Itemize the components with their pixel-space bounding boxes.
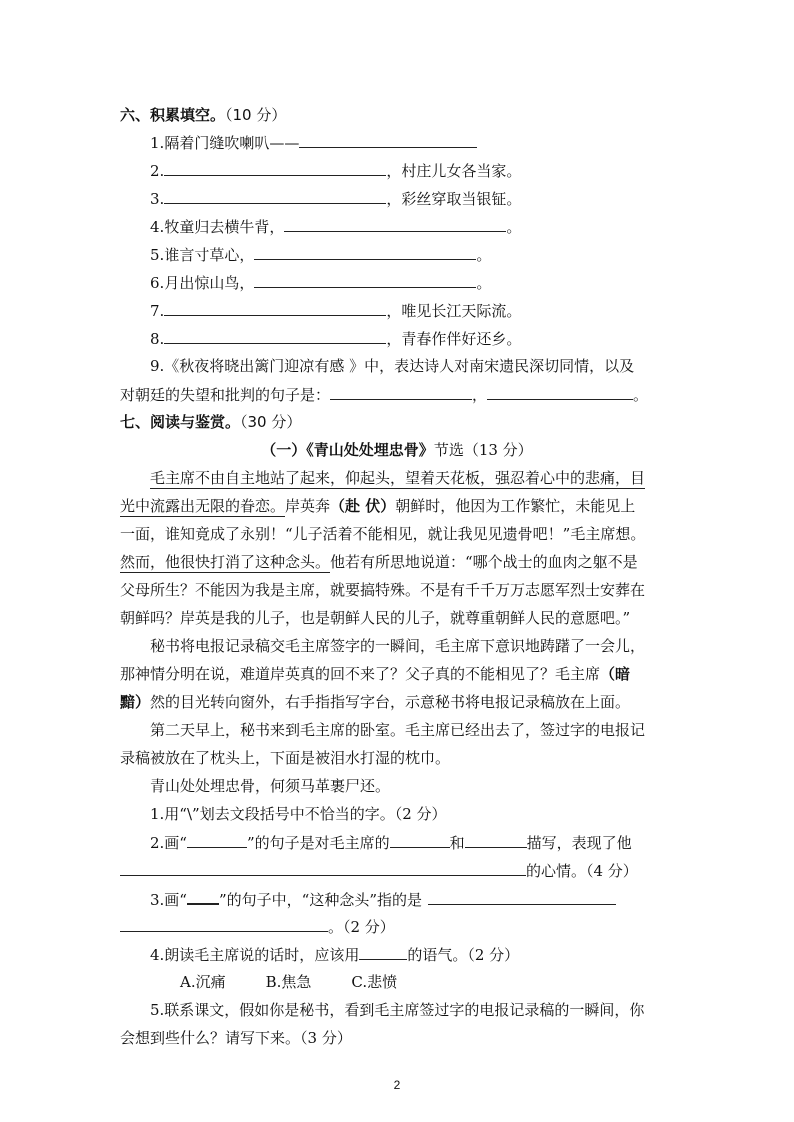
- section6-heading-row: [120, 104, 286, 126]
- answer-blank[interactable]: [390, 831, 450, 848]
- fill-item-4: [150, 215, 521, 238]
- item-text: 对朝廷的失望和批判的句子是：: [120, 386, 331, 404]
- answer-blank[interactable]: [164, 187, 386, 204]
- passage-title: （一）《青山处处埋忠骨》: [261, 441, 434, 459]
- passage-line: [150, 635, 645, 657]
- item-text: 牧童归去横牛背，: [164, 218, 285, 236]
- item-number: 6.: [150, 274, 165, 292]
- passage-line: [120, 579, 645, 601]
- item-text: ，彩丝穿取当银钲。: [386, 190, 522, 208]
- question-2-line2: [120, 859, 638, 882]
- answer-blank[interactable]: [487, 383, 633, 400]
- answer-blank[interactable]: [164, 159, 386, 176]
- question-text: 1.用“\”划去文段括号中不恰当的字。（2 分）: [150, 805, 447, 823]
- item-number: 2.: [150, 162, 165, 180]
- passage-text: 青山处处埋忠骨，何须马革裹尸还。: [150, 777, 391, 795]
- answer-blank[interactable]: [164, 299, 386, 316]
- question-text: 4.朗读毛主席说的话时，应该用: [150, 946, 360, 964]
- option-c[interactable]: C.悲愤: [351, 973, 398, 991]
- item-text: 9.《秋夜将晓出篱门迎凉有感 》中，表达诗人对南宋遗民深切同情，以及: [150, 357, 635, 375]
- item-number: 3.: [150, 190, 165, 208]
- fill-item-1: [150, 131, 477, 154]
- section6-heading: 六、积累填空。: [120, 106, 226, 124]
- option-a[interactable]: A.沉痛: [180, 973, 226, 991]
- question-text: 的心情。（4 分）: [526, 862, 638, 880]
- answer-blank[interactable]: [187, 831, 247, 848]
- item-punct: ，: [472, 386, 488, 404]
- item-text: 谁言寸草心，: [164, 246, 255, 264]
- item-punct: 。: [633, 386, 649, 404]
- answer-blank[interactable]: [359, 943, 407, 960]
- question-text: 会想到些什么？请写下来。（3 分）: [120, 1029, 352, 1047]
- item-text: ，青春作伴好还乡。: [386, 330, 522, 348]
- question-5-line2: [120, 1027, 352, 1049]
- item-number: 5.: [150, 246, 165, 264]
- passage-line: [150, 719, 645, 741]
- underlined-sentence: 然而，他很快打消了这种念头。: [120, 553, 331, 571]
- passage-text: 岸英奔: [285, 497, 331, 515]
- question-text: 2.画“: [150, 834, 187, 852]
- passage-score: （13 分）: [463, 441, 533, 459]
- passage-line: [120, 495, 635, 517]
- passage-text: 一面，谁知竟成了永别！“儿子活着不能相见，就让我见见遗骨吧！”毛主席想。: [120, 525, 646, 543]
- item-number: 1.: [150, 134, 165, 152]
- item-text: ，村庄儿女各当家。: [386, 162, 522, 180]
- item-text: 隔着门缝吹喇叭——: [164, 134, 300, 152]
- passage-line: [120, 663, 630, 685]
- answer-blank[interactable]: [299, 131, 477, 148]
- bracket-choice: （暗: [600, 665, 631, 683]
- passage-line: [150, 775, 390, 797]
- passage-text: 秘书将电报记录稿交毛主席签字的一瞬间，毛主席下意识地踌躇了一会儿，: [150, 637, 646, 655]
- question-text: 和: [449, 834, 465, 852]
- answer-blank[interactable]: [330, 383, 472, 400]
- fill-item-5: [150, 243, 491, 266]
- question-1: [150, 803, 447, 825]
- option-b[interactable]: B.焦急: [265, 973, 312, 991]
- fill-item-8: [150, 327, 521, 350]
- item-punct: 。: [476, 246, 492, 264]
- question-3-line2: [120, 915, 395, 938]
- passage-text: 那神情分明在说，难道岸英真的回不来了？父子真的不能相见了？毛主席: [120, 665, 601, 683]
- passage-text: 他若有所思地说道：“哪个战士的血肉之躯不是: [330, 553, 638, 571]
- page-number: 2: [393, 1078, 401, 1092]
- question-text: 5.联系课文，假如你是秘书，看到毛主席签过字的电报记录稿的一瞬间，你: [150, 1001, 645, 1019]
- passage-title-row: [0, 439, 794, 461]
- fill-item-6: [150, 271, 491, 294]
- item-punct: 。: [476, 274, 492, 292]
- answer-blank[interactable]: [254, 243, 476, 260]
- answer-blank[interactable]: [120, 915, 328, 932]
- underlined-sentence: 光中流露出无限的眷恋。: [120, 497, 286, 515]
- answer-blank[interactable]: [465, 831, 527, 848]
- underlined-sentence: 毛主席不由自主地站了起来，仰起头，望着天花板，强忍着心中的悲痛，目: [150, 469, 646, 487]
- passage-text: 朝鲜时，他因为工作繁忙，未能见上: [395, 497, 636, 515]
- item-number: 4.: [150, 218, 165, 236]
- question-text: ”的句子中，“这种念头”指的是: [218, 891, 422, 909]
- answer-blank[interactable]: [187, 887, 219, 905]
- passage-line: [150, 467, 645, 489]
- item-text: ，唯见长江天际流。: [386, 302, 522, 320]
- fill-item-3: [150, 187, 521, 210]
- section7-heading: 七、阅读与鉴赏。: [120, 413, 241, 431]
- passage-text: 录稿被放在了枕头上，下面是被泪水打湿的枕巾。: [120, 749, 451, 767]
- answer-blank[interactable]: [254, 271, 476, 288]
- question-4: [150, 943, 519, 966]
- answer-blank[interactable]: [284, 215, 506, 232]
- passage-text: 朝鲜吗？岸英是我的儿子，也是朝鲜人民的儿子，就尊重朝鲜人民的意愿吧。”: [120, 609, 631, 627]
- bracket-choice: （赴 伏）: [330, 497, 396, 515]
- question-2: [150, 831, 632, 854]
- bracket-choice: 黯）: [120, 693, 151, 711]
- answer-blank[interactable]: [120, 859, 526, 876]
- question-text: 3.画“: [150, 891, 187, 909]
- fill-item-7: [150, 299, 521, 322]
- question-text: 描写，表现了他: [526, 834, 632, 852]
- section6-score: （10 分）: [225, 106, 287, 124]
- question-4-options: [180, 971, 397, 993]
- passage-line: [120, 607, 630, 629]
- item-text: 月出惊山鸟，: [164, 274, 255, 292]
- question-text: 。（2 分）: [328, 918, 395, 936]
- passage-subtitle: 节选: [433, 441, 464, 459]
- item-punct: 。: [506, 218, 522, 236]
- question-3: [150, 887, 616, 911]
- fill-item-9-line1: [150, 355, 634, 377]
- item-number: 7.: [150, 302, 165, 320]
- passage-line: [120, 747, 450, 769]
- item-number: 8.: [150, 330, 165, 348]
- question-text: ”的句子是对毛主席的: [246, 834, 390, 852]
- passage-line: [120, 691, 630, 713]
- question-5: [150, 999, 644, 1021]
- passage-text: 然的目光转向窗外，右手指指写字台，示意秘书将电报记录稿放在上面。: [150, 693, 631, 711]
- section7-heading-row: [120, 411, 301, 433]
- passage-text: 第二天早上，秘书来到毛主席的卧室。毛主席已经出去了，签过字的电报记: [150, 721, 646, 739]
- fill-item-9-line2: [120, 383, 648, 406]
- answer-blank[interactable]: [428, 888, 616, 905]
- passage-text: 父母所生？不能因为我是主席，就要搞特殊。不是有千千万万志愿军烈士安葬在: [120, 581, 646, 599]
- answer-blank[interactable]: [164, 327, 386, 344]
- passage-line: [120, 523, 645, 545]
- question-text: 的语气。（2 分）: [407, 946, 520, 964]
- section7-score: （30 分）: [240, 413, 302, 431]
- passage-line: [120, 551, 638, 573]
- fill-item-2: [150, 159, 521, 182]
